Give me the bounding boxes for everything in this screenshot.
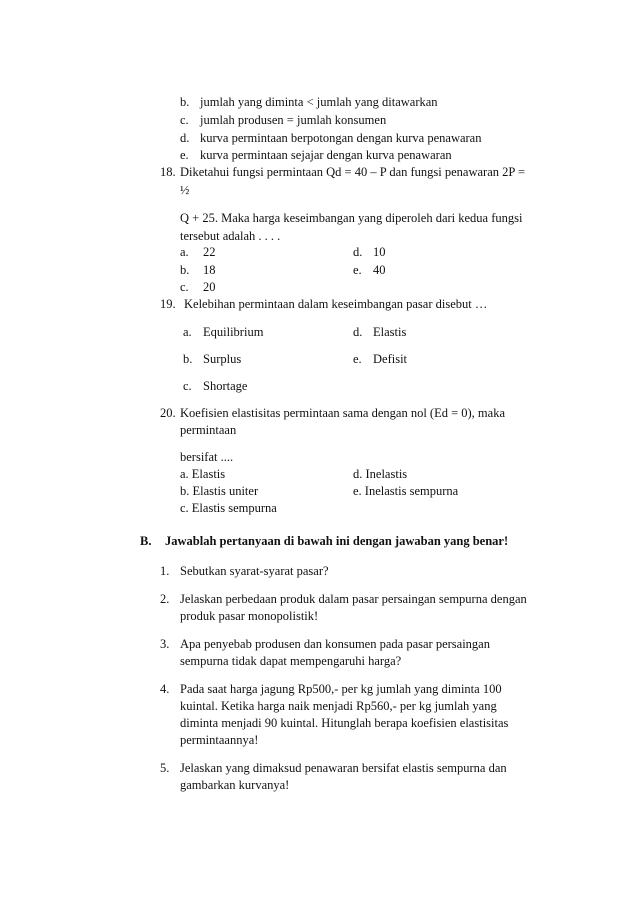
essay-question-4-line2: kuintal. Ketika harga naik menjadi Rp560,- per kg jumlah yang bbox=[180, 699, 497, 713]
essay-question-1: 1. Sebutkan syarat-syarat pasar? bbox=[160, 564, 329, 578]
essay-question-3: 3. Apa penyebab produsen dan konsumen pada pasar persaingan bbox=[160, 637, 490, 651]
q18-text-line4: tersebut adalah . . . . bbox=[180, 229, 281, 243]
q18-option-c: c. 20 bbox=[180, 280, 216, 294]
q17-option-d: d. kurva permintaan berpotongan dengan kurva penawaran bbox=[180, 131, 482, 145]
q20-option-a: a. Elastis bbox=[180, 467, 226, 481]
q18-option-a: a. 22 bbox=[180, 245, 216, 259]
q19-text: 19. Kelebihan permintaan dalam keseimbangan pasar disebut … bbox=[160, 297, 488, 311]
q19-option-e: e. Defisit bbox=[353, 352, 408, 366]
q20-text-line2: permintaan bbox=[180, 423, 237, 437]
q18-text-line1: 18. Diketahui fungsi permintaan Qd = 40 – P dan fungsi penawaran 2P = bbox=[160, 165, 526, 179]
q20-text-line1: 20. Koefisien elastisitas permintaan sama dengan nol (Ed = 0), maka bbox=[160, 406, 506, 420]
q17-option-c: c. jumlah produsen = jumlah konsumen bbox=[180, 113, 387, 127]
q18-option-b: b. 18 bbox=[180, 263, 216, 277]
section-b-heading: B. Jawablah pertanyaan di bawah ini dengan jawaban yang benar! bbox=[140, 534, 509, 548]
q17-option-b: b. jumlah yang diminta < jumlah yang ditawarkan bbox=[180, 95, 438, 109]
essay-question-5: 5. Jelaskan yang dimaksud penawaran bersifat elastis sempurna dan bbox=[160, 761, 507, 775]
q17-option-e: e. kurva permintaan sejajar dengan kurva penawaran bbox=[180, 148, 452, 162]
essay-question-4-line4: permintaannya! bbox=[180, 733, 259, 747]
q18-option-d: d. 10 bbox=[353, 245, 386, 259]
q20-option-b: b. Elastis uniter bbox=[180, 484, 259, 498]
q19-option-c: c. Shortage bbox=[183, 379, 248, 393]
q19-option-d: d. Elastis bbox=[353, 325, 407, 339]
q18-text-line2: ½ bbox=[180, 183, 190, 197]
q19-option-a: a. Equilibrium bbox=[183, 325, 264, 339]
q20-option-d: d. Inelastis bbox=[353, 467, 408, 481]
q20-option-e: e. Inelastis sempurna bbox=[353, 484, 459, 498]
q19-option-b: b. Surplus bbox=[183, 352, 242, 366]
essay-question-3-line2: sempurna tidak dapat mempengaruhi harga? bbox=[180, 654, 402, 668]
essay-question-4: 4. Pada saat harga jagung Rp500,- per kg jumlah yang diminta 100 bbox=[160, 682, 502, 696]
q18-text-line3: Q + 25. Maka harga keseimbangan yang diperoleh dari kedua fungsi bbox=[180, 211, 523, 225]
essay-question-2-line2: produk pasar monopolistik! bbox=[180, 609, 319, 623]
essay-question-4-line3: diminta menjadi 90 kuintal. Hitunglah berapa koefisien elastisitas bbox=[180, 716, 509, 730]
q20-text-line3: bersifat .... bbox=[180, 450, 234, 464]
q20-option-c: c. Elastis sempurna bbox=[180, 501, 277, 515]
q18-option-e: e. 40 bbox=[353, 263, 386, 277]
essay-question-2: 2. Jelaskan perbedaan produk dalam pasar persaingan sempurna dengan bbox=[160, 592, 527, 606]
essay-question-5-line2: gambarkan kurvanya! bbox=[180, 778, 290, 792]
